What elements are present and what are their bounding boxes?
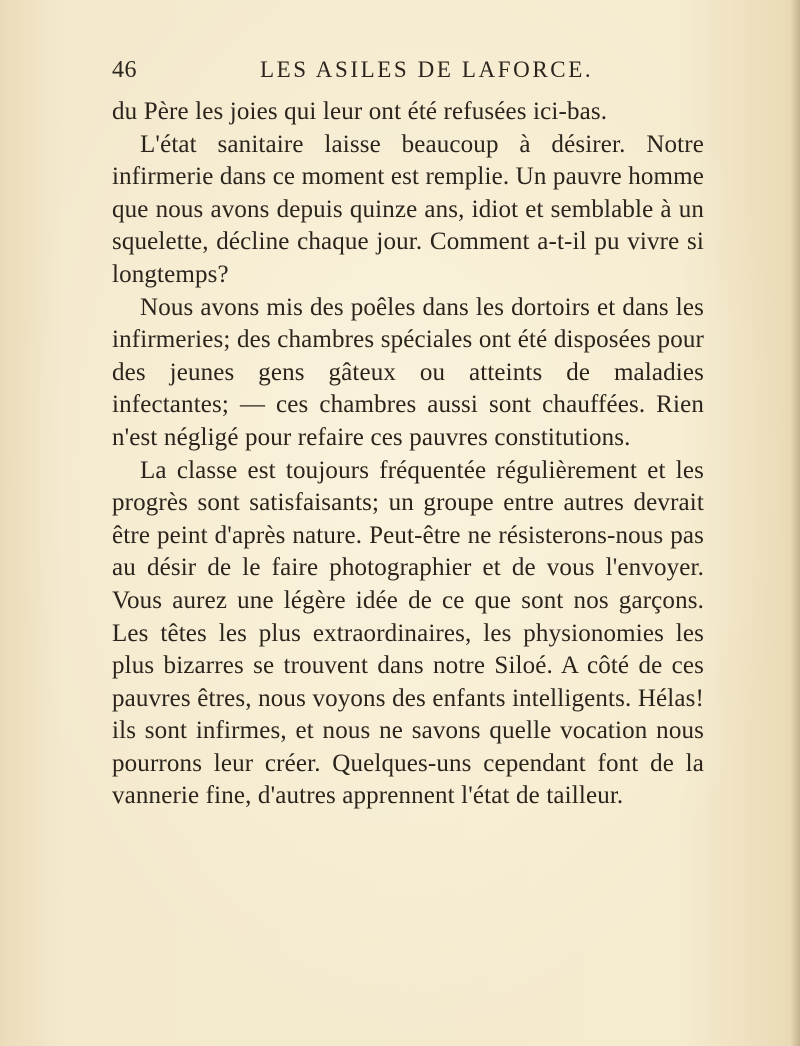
running-title: LES ASILES DE LAFORCE. [260, 57, 594, 82]
paragraph-stoves: Nous avons mis des poêles dans les dortoirs et dans les infirmeries; des chambres spéciales ont été disposées pour des jeunes gens gâteux ou atteints de maladies infectantes; — ces chambres aussi sont chauffées. Rien n'est négligé pour refaire ces pauvres constitutions. [112, 293, 704, 451]
page-edge-shadow [790, 0, 800, 1046]
paragraph-class: La classe est toujours fréquentée régulièrement et les progrès sont satisfaisants; un groupe entre autres devrait être peint d'après nature. Peut-être ne résisterons-nous pas au désir de le faire photographier et de vous l'envoyer. Vous aurez une légère idée de ce que sont nos garçons. Les têtes les plus extraordinaires, les physionomies les plus bizarres se trouvent dans notre Siloé. A côté de ces pauvres êtres, nous voyons des enfants intelligents. Hélas! ils sont infirmes, et nous ne savons quelle vocation nous pourrons leur créer. Quelques-uns cependant font de la vannerie fine, d'autres apprennent l'état de tailleur. [112, 456, 704, 810]
paragraph-continuation: du Père les joies qui leur ont été refusées ici-bas. [112, 98, 608, 125]
page-number: 46 [112, 57, 137, 83]
paragraph-sanitary-state: L'état sanitaire laisse beaucoup à désirer. Notre infirmerie dans ce moment est remplie. Un pauvre homme que nous avons depuis quinze ans, idiot et semblable à un squelette, décline chaque jour. Comment a-t-il pu vivre si longtemps? [112, 130, 704, 288]
page-header [112, 54, 702, 86]
body-text [112, 96, 704, 813]
